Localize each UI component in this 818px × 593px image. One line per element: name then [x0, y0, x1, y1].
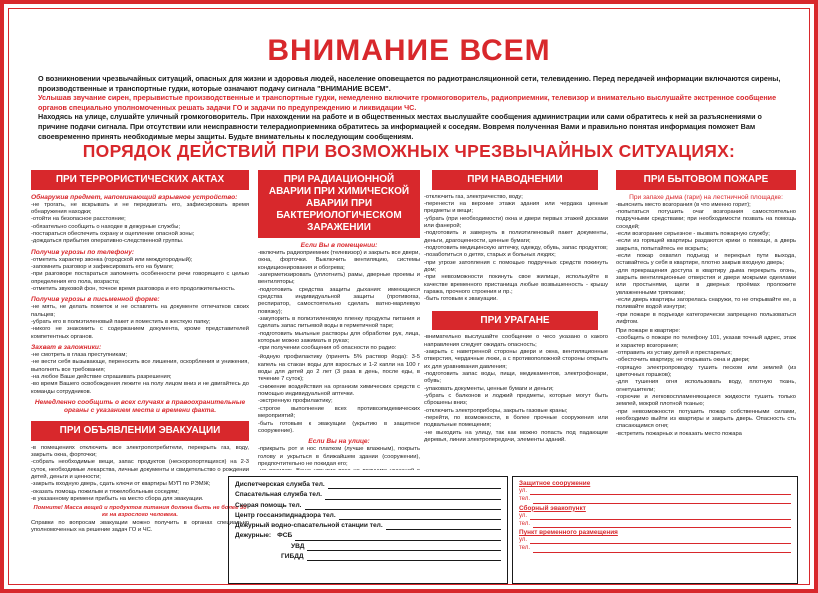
terror-sub-3: Получив угрозы в письменной форме: — [31, 296, 160, 304]
terror-text-3: -не мять, не делать пометок и не оставлять на документе отпечатков своих пальцев; -убрать его в полиэтиленовый пакет и поместить в жесткую папку; -никого не знакомить с содержанием документа, кроме представителей компетентных органов. — [31, 304, 249, 340]
fire-sub-1: При запахе дыма (гари) на лестничной площадке: — [629, 193, 783, 201]
fire-text-2: При пожаре в квартире: -сообщить о пожаре по телефону 101, указав точный адрес, этаж и характер возгорания; -отправить из уставу детей и престарелых; -обесточить квартиру, не открывать окна и двери; -горящую электропроводку тушить песком или землей (из цветочных горшков); -для тушения огня использовать воду, плотную ткань, огнетушители; -горючие и легковоспламеняющиеся жидкости тушить только землей, мокрой плотной тканью; -при невозможности потушить пожар собственными силами, необходимо выйти из квартиры и закрыть дверь. Опасность сть спасающимся огня; -встретить пожарных и показать место пожара — [616, 327, 796, 437]
shelter-heading: Защитное сооружение — [519, 480, 591, 487]
page-title: ВНИМАНИЕ ВСЕМ — [267, 34, 551, 67]
radiation-column — [258, 170, 420, 470]
terror-note: Немедленно сообщить о всех случаях в правоохранительные органы с указанием места и времени факта. — [34, 399, 246, 415]
contact-row: Центр госсанэпиднадзора тел. — [235, 512, 501, 520]
radiation-header: ПРИ РАДИАЦИОННОЙ АВАРИИ ПРИ ХИМИЧЕСКОЙ АВАРИИ ПРИ БАКТЕРИОЛОГИЧЕСКОМ ЗАРАЖЕНИИ — [258, 170, 420, 238]
terror-sub-1: Обнаружив предмет, напоминающий взрывное устройство: — [31, 193, 238, 201]
intro-paragraph-1: О возникновении чрезвычайных ситуаций, опасных для жизни и здоровья людей, население оповещается по радиотрансляционной сети, телевидению. Перед передачей информации включаются сирены, производственные и транспортные гудки, которые означают подачу сигнала "ВНИМАНИЕ ВСЕМ". — [38, 74, 781, 93]
section-subtitle: ПОРЯДОК ДЕЙСТВИЙ ПРИ ВОЗМОЖНЫХ ЧРЕЗВЫЧАЙНЫХ СИТУАЦИЯХ: — [82, 141, 736, 161]
terror-text-2: -отметить характер звонка (городской или междугородный); -запомнить разговор и зафиксировать его на бумаге; -при разговоре постараться запомнить особенности речи говорящего с целью определения его пола, возраста; -отметить звуковой фон, точное время разговора и его продолжительность. — [31, 256, 249, 292]
fire-text-1: -выяснить место возгорания (в что именно горит); -попытаться потушить очаг возгорания самостоятельно подручными средствами; при необходимости позвать на помощь соседей; -если возгорание серьезное - вызвать пожарную службу; -если из горящей квартиры раздаются крики о помощи, а дверь закрыта, попытайтесь ее вскрыть; -если пожар охватил подъезд и перекрыл пути выхода, оставайтесь у себя в квартире, плотно закрыв входную дверь; -для прекращения доступа в квартиру дыма перекрыть огонь, закрыть вентиляционные отверстия и двери мокрыми одеялами или простынями, щели в дверных проёмах проложите увлажненными тряпками; -если дверь квартиры загорелась снаружи, то не открывайте ее, а поливайте водой изнутри; -при пожаре в подъезде категорически запрещено пользоваться лифтом. — [616, 201, 796, 325]
intro-paragraph-2: Услышав звучание сирен, прерывистые производственные и транспортные гудки, немедленно включите громкоговоритель, радиоприемник, телевизор и внимательно выслушайте экстренное сообщение органов специально уполномоченных решать задачи ГО и задачи по предупреждению и ликвидации ЧС. — [38, 93, 777, 112]
shelters-box: Защитное сооружение ул. тел. Сборный эвакопункт ул. тел. Пункт временного размещения ул. тел. — [512, 476, 798, 584]
evacuation-note: Помните! Масса вещей и продуктов питания должна быть не более 50 кг на взрослого человека. — [33, 504, 247, 519]
fire-column — [616, 170, 796, 472]
radiation-sub-2: Если Вы на улице: — [308, 438, 370, 446]
flood-header: ПРИ НАВОДНЕНИИ — [432, 170, 598, 190]
terror-text-1: -не трогать, не вскрывать и не передвигать его, зафиксировать время обнаружения находки; -отойти на безопасное расстояние; -обязательно сообщить о находке в дежурные службы; -постараться обеспечить охрану и оцепление опасной зоны; -дождаться прибытия оперативно-следственной группы. — [31, 201, 249, 245]
hurricane-header: ПРИ УРАГАНЕ — [432, 311, 598, 331]
terror-sub-4: Захват в заложники: — [31, 344, 102, 351]
hurricane-text: -внимательно выслушайте сообщение о чесо указано о какого направления следует ожидать опасность; -закрыть с наветренной стороны двери и окна, вентиляционные отверстия, чердачные люки, а с противоположной стороны открыть их для уравнивания давления; -подготовить запас воды, пищи, медикаментов, электрофонари, обувь; -упаковать документы, ценные бумаги и деньги; -убрать с балконов и лоджий предметы, которые могут быть сброшены вниз; -отключить электроприборы, закрыть газовые краны; -перейти, по возможности, в более прочные сооружения или подвальные помещения; -не выходить на улицу, так как можно попасть под падающие деревья, линии электропередачи, элементы зданий. — [424, 334, 608, 443]
flood-text: -отключить газ, электричество, воду; -перенести на верхние этажи здания или чердака ценные предметы и вещи; -убрать (при необходимости) окна и двери первых этажей досками или фанерой; -подготовить и завернуть в полиэтиленовый пакет документы, деньги, драгоценности, ценные бумаги; -подготовить медицинскую аптечку, одежду, обувь, запас продуктов; -позаботиться о детях, старых и больных людях; -при угрозе затопления с помощью подручных средств покинуть дом; -при невозможности покинуть свое жилище, используйте в качестве временного пристанища любые возвышенность - крышу гаража, прочного строения и пр.; -быть готовым к эвакуации. — [424, 193, 608, 303]
radiation-text-3: -прикрыть рот и нос платком (лучше влажным), покрыть голову и укрыться в ближайшем здании (сооружении), предпочтительно не покидая его; — [258, 446, 420, 467]
evacuation-text: -в помещениях отключить все электропотребители, перекрыть газ, воду, закрыть окна, форточки; -собрать необходимые вещи, запас продуктов (нескоропортящихся) на 2-3 суток, необходимые лекарства, личные документы и свидетельство о рождении детей, деньги и ценности; -закрыть входную дверь, сдать ключи от квартиры МУП по РЭМЖ; -оказать помощь пожилым и тяжелобольным соседям; -в указанному времени прибыть на место сбора для эвакуации. — [31, 444, 249, 502]
contact-row-fsb: Дежурные: ФСБ — [235, 532, 501, 540]
fire-header: ПРИ БЫТОВОМ ПОЖАРЕ — [616, 170, 796, 190]
contact-row: Скорая помощь тел. — [235, 502, 501, 510]
evacuation-end: Справки по вопросам эвакуации можно получить в органах специально уполномоченных на решение задач ГО и ЧС. — [31, 519, 249, 533]
flood-column — [424, 170, 608, 470]
temp-housing-heading: Пункт временного размещения — [519, 529, 618, 537]
terror-text-4: -не смотреть в глаза преступникам; -не вести себя вызывающе, переносить все лишения, оскорбления и унижения, выполнять все требования; -на любое Ваше действие спрашивать разрешения; -во время Вашего освобождения лежите на полу лицом вниз и не двигайтесь до команды сотрудников. — [31, 352, 249, 395]
contact-row: Спасательная служба тел. — [235, 491, 501, 499]
evacpoint-heading: Сборный эвакопункт — [519, 504, 586, 512]
radiation-text-2: -йодную профилактику (принять 5% раствор йода): 3-5 капель на стакан воды для взрослых и 1-2 капли на 100 г воды для детей до 2 лет (3 раза в день, после еды, в течение 7 суток); -снижение воздействия на организм химических средств с помощью индивидуальной аптечки. -экстренную профилактику; -строгое выполнение всех противоэпидемических мероприятий; -быть готовым к эвакуации (укрытию в защитное сооружение). — [258, 354, 420, 434]
terror-column — [31, 170, 249, 580]
contact-row: Диспетчерская служба тел. — [235, 481, 501, 489]
intro-paragraph-3: Находясь на улице, слушайте уличный громкоговоритель. При нахождении на работе и в общественных местах выслушайте сообщения администрации или сами обратитесь к ней за разъяснениями о причине подачи сигнала. При отсутствии или неисправности телерадиоприемника обратитесь за информацией к соседям. Вовремя полученная Вами и правильно понятая информация поможет Вам своевременно принять необходимые меры защиты. Будьте внимательны к последующим сообщениям. — [38, 112, 762, 141]
terror-header: ПРИ ТЕРРОРИСТИЧЕСКИХ АКТАХ — [31, 170, 249, 190]
radiation-sub-1: Если Вы в помещении: — [300, 242, 378, 249]
contacts-box — [228, 476, 508, 584]
terror-sub-2: Получив угрозы по телефону: — [31, 248, 135, 256]
contact-row: Дежурный водно-спасательной станции тел. — [235, 522, 501, 530]
contact-row-gibdd: ГИБДД — [235, 553, 501, 561]
contact-row-uvd: УВД — [235, 543, 501, 551]
radiation-text-1: -включить радиоприемник (телевизор) и закрыть все двери, окна, форточки. Выключить вентиляцию, системы кондиционирования и обогрева; -загерметизировать (уплотнить) рамы, дверные проемы и вентиляторы; -подготовить средства защиты дыхания: имеющиеся средства индивидуальной защиты (противогаз, респиратор, самостоятельно сделать ватно-марлевую повязку); -закупорить в полиэтиленовую пленку продукты питания и сделать запас питьевой воды в герметичной таре; -подготовить мыльные растворы для обработки рук, лица, которые можно зажимать в руках; -при получении сообщения об опасности по радио: — [258, 250, 420, 352]
intro-block — [38, 74, 788, 141]
evacuation-header: ПРИ ОБЪЯВЛЕНИИ ЭВАКУАЦИИ — [31, 421, 249, 441]
